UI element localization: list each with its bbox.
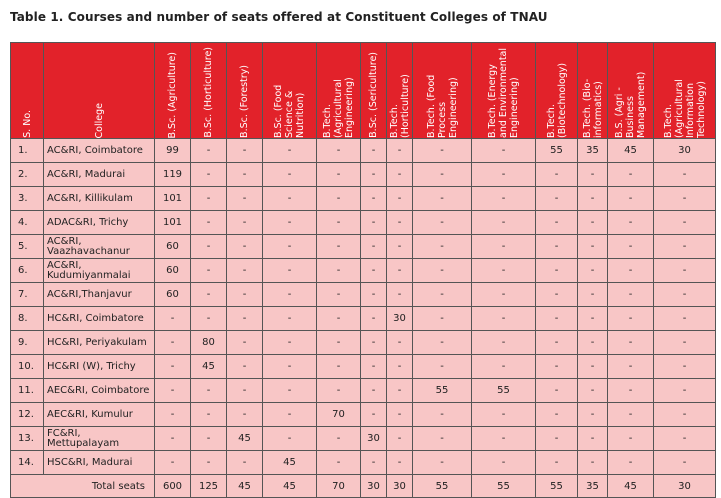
seat-count-cell: - [155,355,191,379]
seat-count-cell: - [536,379,578,403]
total-seat-count-cell: 30 [387,475,413,498]
table-row [11,283,716,307]
total-seat-count-cell: 30 [654,475,716,498]
seat-count-cell: - [317,259,361,283]
total-row [11,475,716,498]
seat-count-cell: - [387,259,413,283]
seat-count-cell: - [654,355,716,379]
seat-count-cell: - [317,187,361,211]
seat-count-cell: - [536,451,578,475]
row-serial-number: 1. [11,139,44,163]
row-college-name: HSC&RI, Madurai [44,451,155,475]
header-btech-bioinformatics: B.Tech. (Bio-informatics) [578,43,608,139]
seat-count-cell: 101 [155,187,191,211]
seat-count-cell: - [387,283,413,307]
seat-count-cell: 45 [263,451,317,475]
seat-count-cell: - [578,331,608,355]
seat-count-cell: - [472,259,536,283]
row-college-name: HC&RI, Periyakulam [44,331,155,355]
seat-count-cell: - [155,307,191,331]
header-bsc-agriculture: B.Sc. (Agriculture) [155,43,191,139]
seat-count-cell: - [361,307,387,331]
seat-count-cell: - [578,403,608,427]
seat-count-cell: - [413,331,472,355]
total-seat-count-cell: 125 [191,475,227,498]
seat-count-cell: - [654,283,716,307]
seat-count-cell: - [155,403,191,427]
seat-count-cell: - [361,283,387,307]
seat-count-cell: - [191,307,227,331]
seat-count-cell: - [227,283,263,307]
seat-count-cell: - [578,259,608,283]
seat-count-cell: - [155,427,191,451]
row-college-name: HC&RI, Coimbatore [44,307,155,331]
seat-count-cell: - [227,331,263,355]
header-bsc-sericulture: B.Sc. (Sericulture) [361,43,387,139]
seat-count-cell: - [536,307,578,331]
seat-count-cell: 30 [361,427,387,451]
seat-count-cell: - [413,283,472,307]
seat-count-cell: 55 [472,379,536,403]
row-college-name: AEC&RI, Coimbatore [44,379,155,403]
seat-count-cell: - [536,211,578,235]
row-serial-number: 3. [11,187,44,211]
seat-count-cell: - [472,403,536,427]
table-row [11,331,716,355]
table-row [11,235,716,259]
total-seat-count-cell: 600 [155,475,191,498]
seat-count-cell: 60 [155,283,191,307]
seat-count-cell: - [387,355,413,379]
seat-count-cell: - [191,211,227,235]
row-serial-number: 10. [11,355,44,379]
seat-count-cell: - [263,139,317,163]
seat-count-cell: - [227,259,263,283]
seat-count-cell: - [155,451,191,475]
seat-count-cell: - [413,427,472,451]
row-college-name: AC&RI,Thanjavur [44,283,155,307]
seat-count-cell: - [361,163,387,187]
seat-count-cell: - [317,307,361,331]
seat-count-cell: - [413,451,472,475]
seat-count-cell: - [472,283,536,307]
seat-count-cell: - [578,451,608,475]
seat-count-cell: - [472,163,536,187]
total-seat-count-cell: 55 [472,475,536,498]
row-college-name: AC&RI, Vaazhavachanur [44,235,155,259]
table-row [11,355,716,379]
seat-count-cell: - [413,355,472,379]
seat-count-cell: 70 [317,403,361,427]
seat-count-cell: - [654,235,716,259]
total-seat-count-cell: 35 [578,475,608,498]
seat-count-cell: - [191,235,227,259]
seat-count-cell: - [578,427,608,451]
seat-count-cell: - [654,451,716,475]
seat-count-cell: - [654,427,716,451]
seat-count-cell: - [317,139,361,163]
seats-table [10,42,716,498]
seat-count-cell: - [387,427,413,451]
seat-count-cell: - [608,451,654,475]
row-serial-number: 8. [11,307,44,331]
row-college-name: AC&RI, Killikulam [44,187,155,211]
seat-count-cell: - [361,331,387,355]
seat-count-cell: - [387,211,413,235]
header-btech-agri-engineering: B.Tech. (Agricultural Engineering) [317,43,361,139]
table-row [11,307,716,331]
header-bsc-food-science: B.Sc. (Food Science & Nutrition) [263,43,317,139]
seat-count-cell: 101 [155,211,191,235]
table-row [11,187,716,211]
seat-count-cell: - [227,139,263,163]
seat-count-cell: - [317,379,361,403]
total-seat-count-cell: 45 [263,475,317,498]
row-serial-number: 12. [11,403,44,427]
seat-count-cell: - [317,331,361,355]
seat-count-cell: - [361,211,387,235]
seat-count-cell: - [361,259,387,283]
seat-count-cell: - [387,403,413,427]
seat-count-cell: - [361,187,387,211]
seat-count-cell: - [654,211,716,235]
seat-count-cell: - [654,379,716,403]
seat-count-cell: - [387,235,413,259]
seat-count-cell: - [472,307,536,331]
seat-count-cell: - [578,355,608,379]
seat-count-cell: - [263,403,317,427]
seat-count-cell: - [361,403,387,427]
seat-count-cell: - [361,451,387,475]
table-row [11,451,716,475]
seat-count-cell: - [317,211,361,235]
seat-count-cell: - [413,403,472,427]
seat-count-cell: - [536,355,578,379]
seat-count-cell: - [191,187,227,211]
row-college-name: AC&RI, Madurai [44,163,155,187]
header-btech-horticulture: B.Tech. (Horticulture) [387,43,413,139]
seat-count-cell: - [608,355,654,379]
seat-count-cell: - [155,331,191,355]
seat-count-cell: - [536,331,578,355]
header-row [11,43,716,139]
seat-count-cell: - [472,139,536,163]
seat-count-cell: - [536,235,578,259]
seat-count-cell: - [387,379,413,403]
row-serial-number: 11. [11,379,44,403]
seat-count-cell: - [413,307,472,331]
seat-count-cell: - [578,283,608,307]
seat-count-cell: - [227,379,263,403]
seat-count-cell: - [227,451,263,475]
seat-count-cell: - [361,355,387,379]
total-seat-count-cell: 55 [413,475,472,498]
header-sno: S. No. [11,43,44,139]
seat-count-cell: - [472,451,536,475]
header-bsc-horticulture: B.Sc. (Horticulture) [191,43,227,139]
seat-count-cell: 99 [155,139,191,163]
table-row [11,403,716,427]
table-row [11,379,716,403]
seat-count-cell: - [191,451,227,475]
table-caption: Table 1. Courses and number of seats offered at Constituent Colleges of TNAU [10,10,548,24]
header-bsc-forestry: B.Sc. (Forestry) [227,43,263,139]
seat-count-cell: - [191,379,227,403]
seat-count-cell: - [472,331,536,355]
seat-count-cell: - [536,427,578,451]
seat-count-cell: - [654,331,716,355]
seat-count-cell: - [654,163,716,187]
seat-count-cell: - [317,355,361,379]
seat-count-cell: 55 [536,139,578,163]
seat-count-cell: - [191,283,227,307]
row-serial-number: 9. [11,331,44,355]
seat-count-cell: - [387,139,413,163]
seat-count-cell: - [317,235,361,259]
seat-count-cell: - [413,259,472,283]
seat-count-cell: - [608,235,654,259]
seat-count-cell: - [413,139,472,163]
row-serial-number: 13. [11,427,44,451]
seat-count-cell: - [578,163,608,187]
seat-count-cell: 45 [227,427,263,451]
seat-count-cell: 55 [413,379,472,403]
seat-count-cell: - [361,139,387,163]
row-serial-number: 5. [11,235,44,259]
seat-count-cell: - [387,331,413,355]
seat-count-cell: - [227,211,263,235]
seat-count-cell: - [654,259,716,283]
seat-count-cell: 60 [155,259,191,283]
total-seat-count-cell: 45 [608,475,654,498]
seat-count-cell: - [227,355,263,379]
seat-count-cell: - [317,283,361,307]
seat-count-cell: - [387,187,413,211]
table-row [11,259,716,283]
seat-count-cell: - [472,187,536,211]
seat-count-cell: - [263,355,317,379]
table-row [11,427,716,451]
seat-count-cell: - [263,283,317,307]
seat-count-cell: - [227,235,263,259]
seat-count-cell: - [263,187,317,211]
total-seat-count-cell: 30 [361,475,387,498]
header-btech-food-process: B.Tech. (Food Process Engineering) [413,43,472,139]
seat-count-cell: - [263,331,317,355]
row-college-name: FC&RI, Mettupalayam [44,427,155,451]
row-college-name: AC&RI, Kudumiyanmalai [44,259,155,283]
row-serial-number: 4. [11,211,44,235]
seat-count-cell: - [191,163,227,187]
table-row [11,163,716,187]
seat-count-cell: - [578,235,608,259]
seat-count-cell: - [654,403,716,427]
seat-count-cell: - [578,211,608,235]
seat-count-cell: - [654,307,716,331]
row-college-name: AEC&RI, Kumulur [44,403,155,427]
seat-count-cell: - [608,211,654,235]
seat-count-cell: - [654,187,716,211]
seat-count-cell: - [536,187,578,211]
seat-count-cell: - [387,451,413,475]
seat-count-cell: - [263,235,317,259]
seat-count-cell: - [608,427,654,451]
seat-count-cell: - [227,307,263,331]
seat-count-cell: 45 [608,139,654,163]
table-row [11,211,716,235]
seat-count-cell: - [317,427,361,451]
seat-count-cell: 30 [387,307,413,331]
seat-count-cell: - [608,283,654,307]
seat-count-cell: 60 [155,235,191,259]
seat-count-cell: 30 [654,139,716,163]
seat-count-cell: - [227,163,263,187]
seat-count-cell: 80 [191,331,227,355]
seat-count-cell: - [317,451,361,475]
seat-count-cell: - [413,235,472,259]
header-college: College [44,43,155,139]
seat-count-cell: - [608,403,654,427]
row-college-name: AC&RI, Coimbatore [44,139,155,163]
row-college-name: HC&RI (W), Trichy [44,355,155,379]
seat-count-cell: - [413,211,472,235]
header-bs-agri-business: B.S. (Agri - Business Management) [608,43,654,139]
row-college-name: ADAC&RI, Trichy [44,211,155,235]
seat-count-cell: - [472,235,536,259]
seat-count-cell: - [387,163,413,187]
seat-count-cell: - [578,379,608,403]
seat-count-cell: - [413,163,472,187]
seat-count-cell: - [227,403,263,427]
seat-count-cell: - [472,355,536,379]
header-btech-energy-env: B.Tech. (Energy and Environmental Engineering) [472,43,536,139]
total-seat-count-cell: 45 [227,475,263,498]
row-serial-number: 14. [11,451,44,475]
seat-count-cell: - [578,187,608,211]
seat-count-cell: 45 [191,355,227,379]
seat-count-cell: - [361,379,387,403]
seat-count-cell: - [263,211,317,235]
seat-count-cell: - [263,307,317,331]
seat-count-cell: - [536,259,578,283]
seat-count-cell: - [608,307,654,331]
seat-count-cell: - [608,187,654,211]
seat-count-cell: - [227,187,263,211]
seat-count-cell: - [472,211,536,235]
seat-count-cell: - [317,163,361,187]
seat-count-cell: - [472,427,536,451]
seat-count-cell: - [191,403,227,427]
seat-count-cell: 35 [578,139,608,163]
seat-count-cell: - [608,259,654,283]
header-btech-agri-it: B.Tech. (Agricultural Information Technology) [654,43,716,139]
seat-count-cell: - [191,139,227,163]
seat-count-cell: - [263,163,317,187]
total-seat-count-cell: 70 [317,475,361,498]
seat-count-cell: - [536,283,578,307]
seat-count-cell: - [536,403,578,427]
row-serial-number: 2. [11,163,44,187]
header-btech-biotechnology: B.Tech. (Biotechnology) [536,43,578,139]
seat-count-cell: - [608,163,654,187]
seat-count-cell: - [155,379,191,403]
seat-count-cell: - [361,235,387,259]
seat-count-cell: - [263,259,317,283]
row-serial-number: 6. [11,259,44,283]
table-row [11,139,716,163]
total-label: Total seats [11,475,155,498]
seat-count-cell: - [578,307,608,331]
row-serial-number: 7. [11,283,44,307]
seat-count-cell: - [263,427,317,451]
seat-count-cell: - [608,379,654,403]
total-seat-count-cell: 55 [536,475,578,498]
seat-count-cell: 119 [155,163,191,187]
seat-count-cell: - [608,331,654,355]
seat-count-cell: - [191,259,227,283]
seat-count-cell: - [536,163,578,187]
seat-count-cell: - [263,379,317,403]
seat-count-cell: - [413,187,472,211]
seat-count-cell: - [191,427,227,451]
